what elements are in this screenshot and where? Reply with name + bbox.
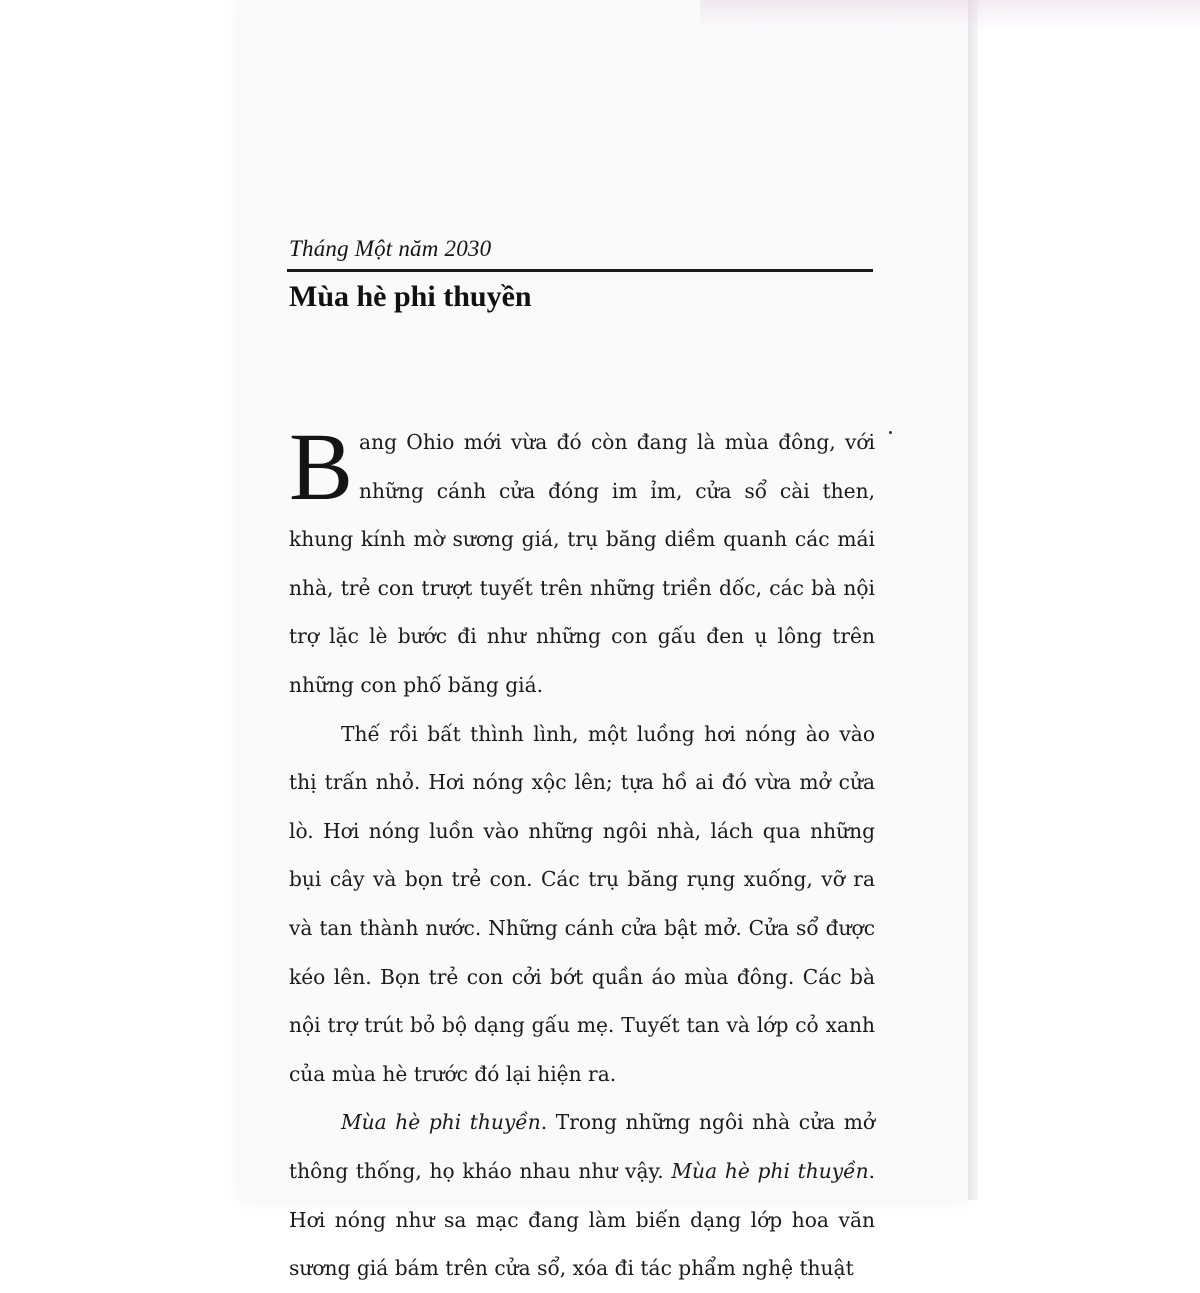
chapter-title: Mùa hè phi thuyền (289, 280, 532, 313)
paragraph-1-text: ang Ohio mới vừa đó còn đang là mùa đông, với những cánh cửa đóng im ỉm, cửa sổ cài then, khung kính mờ sương giá, trụ băng diềm quanh các mái nhà, trẻ con trượt tuyết trên những triền dốc, các bà nội trợ lặc lè bước đi như những con gấu đen ụ lông trên những con phố băng giá. (289, 430, 875, 697)
page-edge (968, 0, 978, 1200)
ink-speck (889, 431, 892, 434)
scan-tint (700, 0, 1200, 30)
chapter-divider (287, 269, 873, 272)
chapter-date-heading: Tháng Một năm 2030 (289, 236, 492, 261)
paragraph-2: Thế rồi bất thình lình, một luồng hơi nóng ào vào thị trấn nhỏ. Hơi nóng xộc lên; tựa hồ ai đó vừa mở cửa lò. Hơi nóng luồn vào những ngôi nhà, lách qua những bụi cây và bọn trẻ con. Các trụ băng rụng xuống, vỡ ra và tan thành nước. Những cánh cửa bật mở. Cửa sổ được kéo lên. Bọn trẻ con cởi bớt quần áo mùa đông. Các bà nội trợ trút bỏ bộ dạng gấu mẹ. Tuyết tan và lớp cỏ xanh của mùa hè trước đó lại hiện ra. (289, 721, 875, 1086)
paragraph-3 (289, 1098, 875, 1292)
body-text (289, 413, 876, 1293)
paragraph-1 (289, 413, 875, 710)
drop-cap: B (289, 413, 354, 520)
paragraph-3-text-2: . Hơi nóng như sa mạc đang làm biến dạng lớp hoa văn sương giá bám trên cửa sổ, xóa đi tác phẩm nghệ thuật (289, 1158, 876, 1281)
paragraph-3-text-1: . Trong những ngôi nhà cửa mở thông thống, họ kháo nhau như vậy. (289, 1110, 875, 1183)
paragraph-3-italic-2: Mùa hè phi thuyền (671, 1158, 869, 1183)
paragraph-3-italic-1: Mùa hè phi thuyền (341, 1110, 541, 1135)
